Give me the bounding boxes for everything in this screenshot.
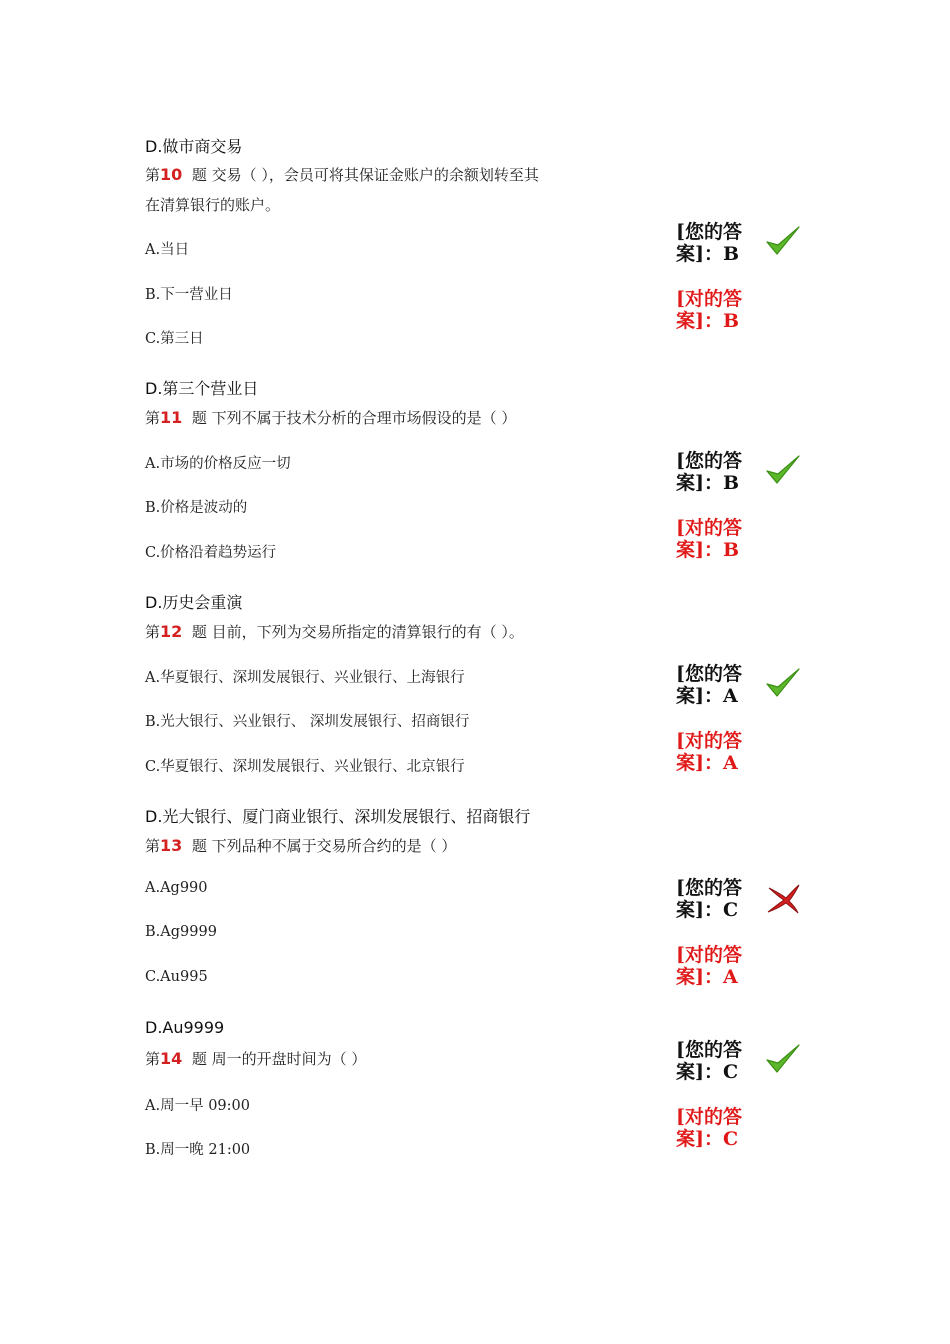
question-14-line1 (145, 1048, 366, 1069)
question-13-line1 (145, 835, 456, 856)
correct-answer: [对的答案]：B (676, 517, 742, 561)
option-d-text: D.第三个营业日 (145, 379, 259, 398)
option-d-text: D.光大银行、厦门商业银行、深圳发展银行、招商银行 (145, 807, 531, 826)
question-number: 14 (160, 1049, 183, 1068)
your-answer: [您的答案]：C (676, 877, 742, 921)
option-a-text: A.华夏银行、深圳发展银行、兴业银行、上海银行 (145, 670, 465, 686)
option-c-text: C.华夏银行、深圳发展银行、兴业银行、北京银行 (145, 759, 465, 775)
option-c-text: C.第三日 (145, 331, 204, 347)
your-answer: [您的答案]：B (676, 450, 742, 494)
option-a-text: A.市场的价格反应一切 (145, 456, 291, 472)
option-b-text: B.Ag9999 (145, 924, 217, 940)
question-12-line1 (145, 621, 524, 642)
question-prefix: 第 (145, 166, 161, 184)
question-prefix: 第 (145, 1050, 161, 1068)
option-a-text: A.周一早 09:00 (145, 1098, 250, 1114)
your-answer: [您的答案]：A (676, 663, 742, 707)
question-10-line1 (145, 164, 539, 185)
question-10-line2: 在清算银行的账户。 (145, 196, 281, 214)
option-a-text: A.Ag990 (145, 880, 208, 896)
correct-answer: [对的答案]：A (676, 730, 742, 774)
question-text: 题 周一的开盘时间为（ ） (191, 1050, 367, 1068)
option-a-text: A.当日 (145, 242, 190, 258)
correct-answer: [对的答案]：B (676, 288, 742, 332)
question-prefix: 第 (145, 623, 161, 641)
option-b-text: B.价格是波动的 (145, 500, 248, 516)
your-answer: [您的答案]：B (676, 221, 742, 265)
option-c-text: C.Au995 (145, 969, 208, 985)
question-text: 题 目前，下列为交易所指定的清算银行的有（ ）。 (191, 623, 524, 641)
question-text: 题 下列品种不属于交易所合约的是（ ） (191, 837, 457, 855)
option-b-text: B.周一晚 21:00 (145, 1142, 251, 1158)
question-number: 10 (160, 165, 183, 184)
option-d-text: D.Au9999 (145, 1018, 225, 1037)
question-text: 题 交易（ ），会员可将其保证金账户的余额划转至其 (191, 166, 539, 184)
question-number: 13 (160, 836, 183, 855)
cross-icon (764, 880, 802, 914)
correct-answer: [对的答案]：A (676, 944, 742, 988)
option-d-text: D.历史会重演 (145, 593, 243, 612)
your-answer: [您的答案]：C (676, 1039, 742, 1083)
check-icon (764, 453, 802, 487)
correct-answer: [对的答案]：C (676, 1106, 742, 1150)
check-icon (764, 224, 802, 258)
question-prefix: 第 (145, 837, 161, 855)
question-11-line1 (145, 407, 516, 428)
check-icon (764, 1042, 802, 1076)
question-text: 题 下列不属于技术分析的合理市场假设的是（ ） (191, 409, 517, 427)
question-number: 11 (160, 408, 183, 427)
option-b-text: B.下一营业日 (145, 287, 233, 303)
option-c-text: C.价格沿着趋势运行 (145, 545, 277, 561)
check-icon (764, 666, 802, 700)
option-b-text: B.光大银行、兴业银行、 深圳发展银行、招商银行 (145, 714, 470, 730)
question-prefix: 第 (145, 409, 161, 427)
question-number: 12 (160, 622, 183, 641)
option-d-text: D.做市商交易 (145, 137, 243, 156)
